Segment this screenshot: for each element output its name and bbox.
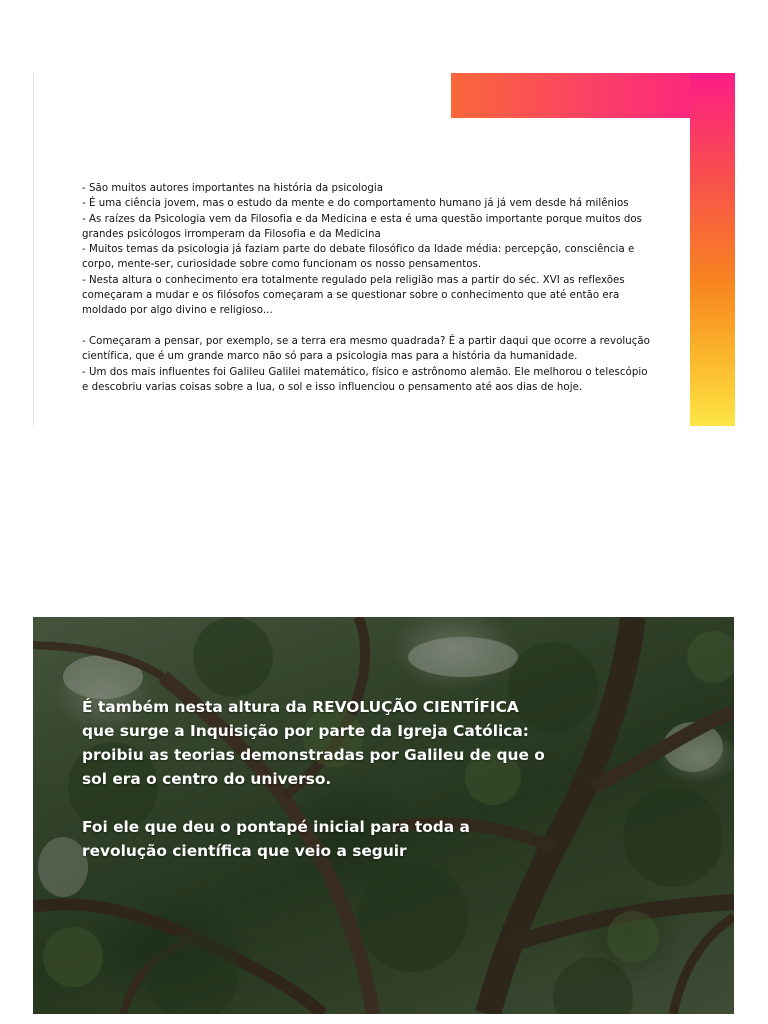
bullet-line: - Muitos temas da psicologia já faziam parte do debate filosófico da Idade média: percepção, consciência e corpo, mente-ser, curiosidade sobre como funcionam os nosso pensamentos. <box>82 244 635 271</box>
bullet-line: - São muitos autores importantes na história da psicologia <box>82 183 384 194</box>
slide-history-of-psychology <box>33 73 735 426</box>
gradient-corner-right-bar <box>690 73 735 426</box>
paragraph-gap <box>82 319 652 334</box>
bullet-line: - Um dos mais influentes foi Galileu Galilei matemático, físico e astrônomo alemão. Ele melhorou o telescópio e descobriu varias coisas sobre a lua, o sol e isso influenciou o pensamento até aos dias de hoje. <box>82 366 648 393</box>
bullet-line: - Nesta altura o conhecimento era totalmente regulado pela religião mas a partir do séc. XVI as reflexões começaram a mudar e os filósofos começaram a se questionar sobre o conhecimento que até então era moldado por algo divino e religioso... <box>82 274 625 317</box>
slide-scientific-revolution <box>33 617 734 1014</box>
slide-border <box>33 73 34 426</box>
bullet-line: - É uma ciência jovem, mas o estudo da mente e do comportamento humano já já vem desde há milênios <box>82 198 629 210</box>
paragraph: É também nesta altura da REVOLUÇÃO CIENTÍFICA que surge a Inquisição por parte da Igreja Católica: proibiu as teorias demonstradas por Galileu de que o sol era o centro do universo. <box>82 698 545 788</box>
bullet-line: - Começaram a pensar, por exemplo, se a terra era mesmo quadrada? É a partir daqui que ocorre a revolução científica, que é um grande marco não só para a psicologia mas para a história da humanidade. <box>82 335 650 363</box>
slide-body-text <box>82 181 652 395</box>
paragraph: Foi ele que deu o pontapé inicial para toda a revolução científica que veio a seguir <box>82 818 470 860</box>
bullet-line: - As raízes da Psicologia vem da Filosofia e da Medicina e esta é uma questão importante porque muitos dos grandes psicólogos irromperam da Filosofia e da Medicina <box>82 213 643 240</box>
slide-body-text <box>82 695 552 887</box>
